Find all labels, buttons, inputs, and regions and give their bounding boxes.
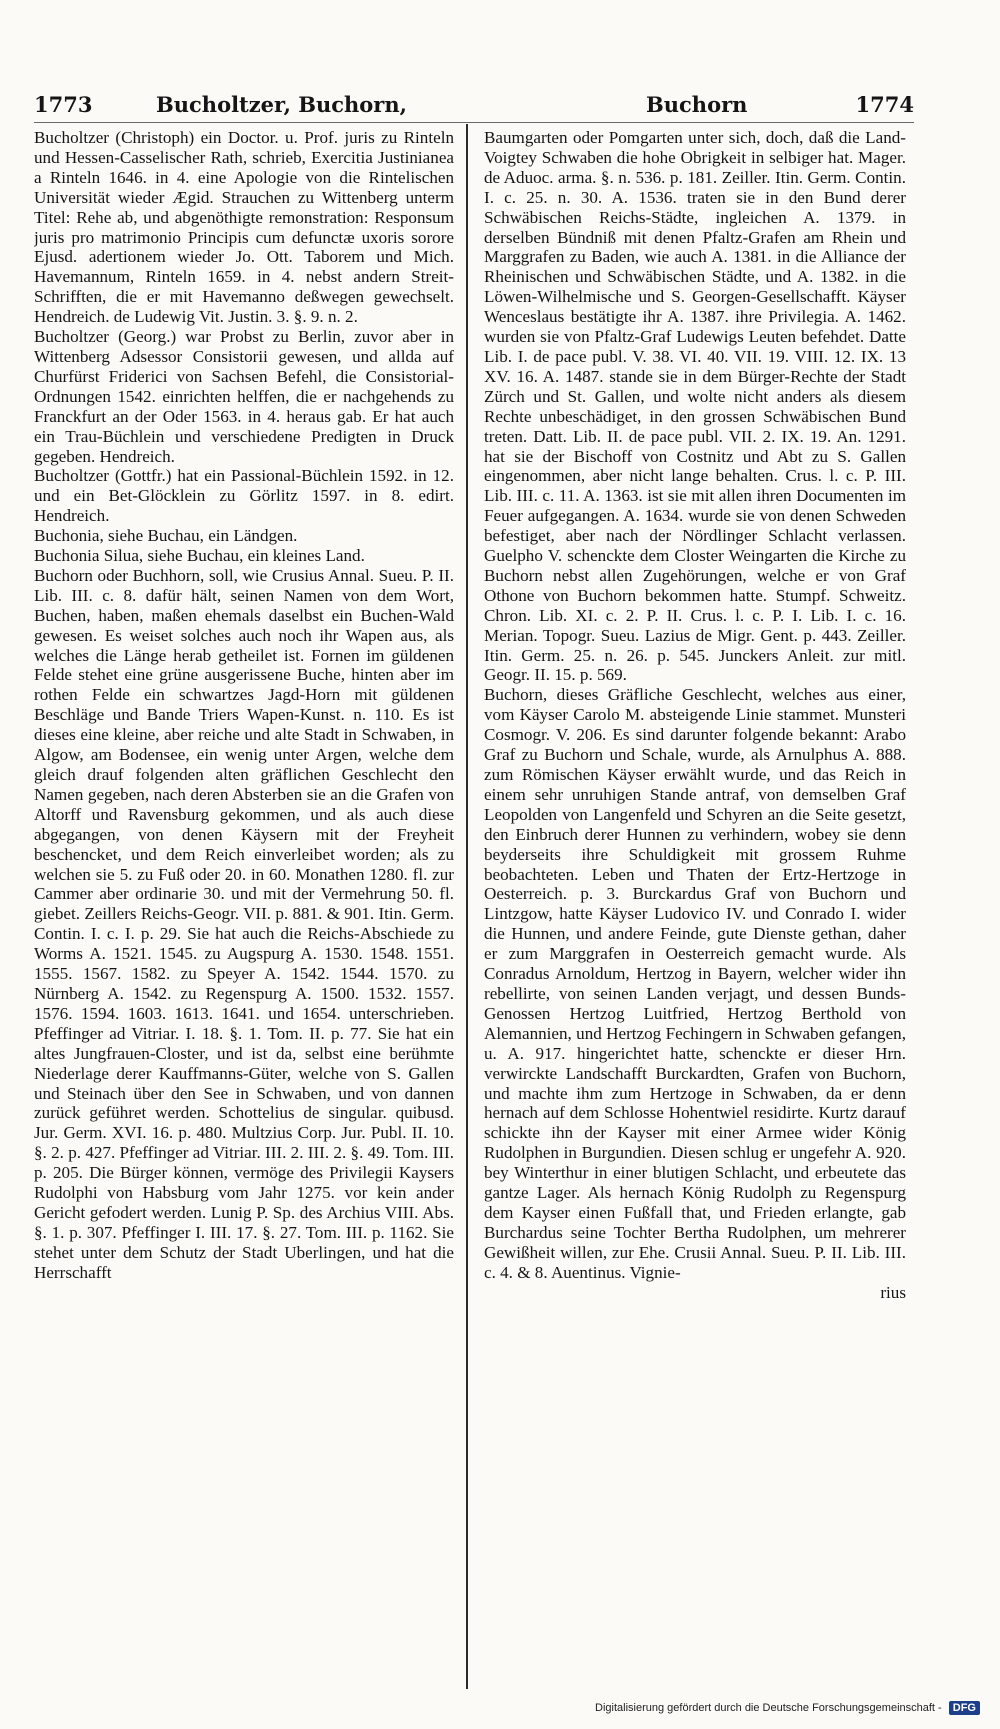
dfg-logo: DFG	[949, 1701, 980, 1715]
entry-paragraph: Buchorn, dieses Gräfliche Geschlecht, welches aus einer, vom Käyser Carolo M. absteigende Linie stammet. Munsteri Cosmogr. V. 206. Es sind darunter folgende bekannt: Arabo Graf zu Buchorn und Schale, wurde, als Arnulphus A. 888. zum Römischen Käyser erwählt wurde, und das Reich in einem sehr unruhigen Stande antraf, von demselben Graf Leopolden von Langenfeld und Schyren an die Seite gesetzt, den Einbruch derer Hunnen zu verhindern, wobey sie denn beyderseits ihre Schuldigkeit mit grossem Ruhme beobachteten. Leben und Thaten der Ertz-Hertzoge in Oesterreich. p. 3. Burckardus Graf von Buchorn und Lintzgow, hatte Käyser Ludovico IV. und Conrado I. wider die Hunnen, und andere Feinde, gute Dienste gethan, daher er zum Marggrafen in Oesterreich gemacht wurde. Als Conradus Arnoldum, Hertzog in Bayern, welcher wider ihn rebellirte, von seinen Landen verjagt, und dessen Bunds-Genossen Hertzog Luitfried, Hertzog Berthold von Alemannien, und Hertzog Fechingern in Schwaben gefangen, u. A. 917. hingerichtet hatte, schenckte er dieser Hrn. verwirckte Landschafft Burckardten, Grafen von Buchorn, und machte ihm zum Hertzoge in Schwaben, da er denn hernach auf dem Schlosse Hohentwiel residirte. Kurtz darauf schickte ihn der Kayser mit einer Armee wider König Rudolphen in Burgundien. Diesen schlug er ungefehr A. 920. bey Winterthur in einer blutigen Schlacht, und erbeutete das gantze Lager. Als hernach König Rudolph zu Regenspurg dem Kayser einen Fußfall that, und Frieden erlangte, gab Burchardus seine Tochter Bertha Rudolphen, um mehrerer Gewißheit willen, zur Ehe. Crusii Annal. Sueu. P. II. Lib. III. c. 4. & 8. Auentinus. Vignie-	[484, 685, 906, 1282]
entry-paragraph: Bucholtzer (Gottfr.) hat ein Passional-Büchlein 1592. in 12. und ein Bet-Glöcklein zu Görlitz 1597. in 8. edirt. Hendreich.	[34, 466, 454, 526]
footer-text: Digitalisierung gefördert durch die Deutsche Forschungsgemeinschaft -	[595, 1702, 942, 1714]
running-header	[34, 92, 914, 122]
column-divider	[466, 124, 468, 1689]
digitization-footer	[595, 1701, 980, 1715]
right-column	[484, 128, 906, 1718]
running-title-left: Bucholtzer, Buchorn,	[156, 92, 407, 117]
page-number-right: 1774	[855, 92, 914, 117]
entry-paragraph: Bucholtzer (Christoph) ein Doctor. u. Prof. juris zu Rinteln und Hessen-Casselischer Rath, schrieb, Exercitia Justinianea a Rinteln 1646. in 4. eine Apologie von die Rintelischen Universität wieder Ægid. Strauchen zu Wittenberg unterm Titel: Rehe ab, und abgenöthigte remonstration: Responsum juris pro matrimonio Principis cum defunctæ uxoris sorore Ejusd. adertionem wieder Jo. Ott. Taborem und Mich. Havemannum, Rinteln 1659. in 4. nebst andern Streit-Schrifften, die er mit Havemanno deßwegen gewechselt. Hendreich. de Ludewig Vit. Justin. 3. §. 9. n. 2.	[34, 128, 454, 327]
catchword: rius	[880, 1282, 906, 1302]
entry-paragraph: Buchorn oder Buchhorn, soll, wie Crusius Annal. Sueu. P. II. Lib. III. c. 8. dafür hält, seinen Namen von dem Wort, Buchen, haben, maßen ehemals daselbst ein Buchen-Wald gewesen. Es weiset solches auch noch ihr Wapen aus, als welches die Länge herab getheilet ist. Fornen im güldenen Felde stehet eine grüne ausgerissene Buche, hinten aber im rothen Felde ein schwartzes Jagd-Horn mit güldenen Beschläge und Bande Triers Wapen-Kunst. n. 110. Es ist dieses eine kleine, aber reiche und alte Stadt in Schwaben, in Algow, am Bodensee, ein wenig unter Argen, welche dem gleich drauf folgenden alten gräflichen Geschlecht den Namen gegeben, nach deren Absterben sie an die Grafen von Altorff und Ravensburg gekommen, und als auch diese abgegangen, von denen Käysern mit der Freyheit beschencket, und dem Reich einverleibet worden; als zu welchen sie 5. zu Fuß oder 20. in 60. Monathen 1280. fl. zur Cammer aber ordinarie 30. und mit der Vermehrung 50. fl. giebet. Zeillers Reichs-Geogr. VII. p. 881. & 901. Itin. Germ. Contin. I. c. I. p. 29. Sie hat auch die Reichs-Abschiede zu Worms A. 1521. 1545. zu Augspurg A. 1530. 1548. 1551. 1555. 1567. 1582. zu Speyer A. 1542. 1544. 1570. zu Nürnberg A. 1542. zu Regenspurg A. 1500. 1532. 1557. 1576. 1594. 1603. 1613. 1641. und 1654. unterschrieben. Pfeffinger ad Vitriar. I. 18. §. 1. Tom. II. p. 77. Sie hat ein altes Jungfrauen-Closter, und ist da, selbst eine berühmte Niederlage derer Kauffmanns-Güter, welche von S. Gallen und Steinach über den See in Schwaben, und von dannen zurück geführet werden. Schottelius de singular. quibusd. Jur. Germ. XVI. 16. p. 480. Multzius Corp. Jur. Publ. II. 10. §. 2. p. 427. Pfeffinger ad Vitriar. III. 2. III. 2. §. 49. Tom. III. p. 205. Die Bürger können, vermöge des Privilegii Kaysers Rudolphi von Habsburg vom Jahr 1275. vor kein ander Gericht gefodert werden. Lunig P. Sp. des Archius VIII. Abs. §. 1. p. 307. Pfeffinger I. III. 17. §. 27. Tom. III. p. 1162. Sie stehet unter dem Schutz der Stadt Uberlingen, und hat die Herrschafft	[34, 565, 454, 1282]
entry-paragraph: Buchonia Silua, siehe Buchau, ein kleines Land.	[34, 546, 365, 566]
entry-paragraph: Buchonia, siehe Buchau, ein Ländgen.	[34, 526, 298, 546]
entry-paragraph: Baumgarten oder Pomgarten unter sich, doch, daß die Land-Voigtey Schwaben die hohe Obrigkeit in selbiger hat. Mager. de Aduoc. arma. §. n. 536. p. 181. Zeiller. Itin. Germ. Contin. I. c. 25. n. 30. A. 1536. traten sie in den Bund derer Schwäbischen Reichs-Städte, ingleichen A. 1379. in derselben Bündniß mit denen Pfaltz-Grafen am Rhein und Marggrafen zu Baden, wie auch A. 1381. in die Alliance der Rheinischen und Schwäbischen Städte, und A. 1382. in die Löwen-Wilhelmische und S. Georgen-Gesellschafft. Käyser Wenceslaus bestätigte ihr A. 1387. ihre Privilegia. A. 1462. wurden sie von Pfaltz-Graf Ludewigs Leuten befehdet. Datte Lib. I. de pace publ. V. 38. VI. 40. VII. 19. VIII. 12. IX. 13 XV. 16. A. 1487. stande sie in dem Bürger-Rechte der Stadt Zürch und St. Gallen, und wolte nicht anders als diesem Rechte unbeschädiget, in den grossen Schwäbischen Bund treten. Datt. Lib. II. de pace publ. VII. 2. IX. 19. An. 1291. hat sie der Bischoff von Costnitz und Abt zu S. Gallen eingenommen, aber nicht lange behalten. Crus. l. c. P. III. Lib. III. c. 11. A. 1363. ist sie mit allen ihren Documenten im Feuer aufgegangen. A. 1634. wurde sie von denen Schweden befestiget, aber nach der Nördlinger Schlacht verlassen. Guelpho V. schenckte dem Closter Weingarten die Kirche zu Buchorn nebst allen Zugehörungen, welche er von Graf Othone von Buchorn bekommen hatte. Stumpf. Schweitz. Chron. Lib. XI. c. 2. P. II. Crus. l. c. P. I. Lib. I. c. 16. Merian. Topogr. Sueu. Lazius de Migr. Gent. p. 443. Zeiller. Itin. Germ. 25. n. 26. p. 545. Junckers Anleit. zur mitl. Geogr. II. 15. p. 569.	[484, 128, 906, 685]
entry-paragraph: Bucholtzer (Georg.) war Probst zu Berlin, zuvor aber in Wittenberg Adsessor Consistorii gewesen, und allda auf Churfürst Friderici von Sachsen Befehl, die Consistorial-Ordnungen 1542. einrichten helffen, die er nachgehends zu Franckfurt an der Oder 1563. in 4. heraus gab. Er hat auch ein Trau-Büchlein und verschiedene Predigten in Druck gegeben. Hendreich.	[34, 327, 454, 466]
left-column	[34, 128, 454, 1718]
running-title-right: Buchorn	[646, 92, 748, 117]
page-number-left: 1773	[34, 92, 93, 117]
header-rule	[34, 122, 914, 123]
